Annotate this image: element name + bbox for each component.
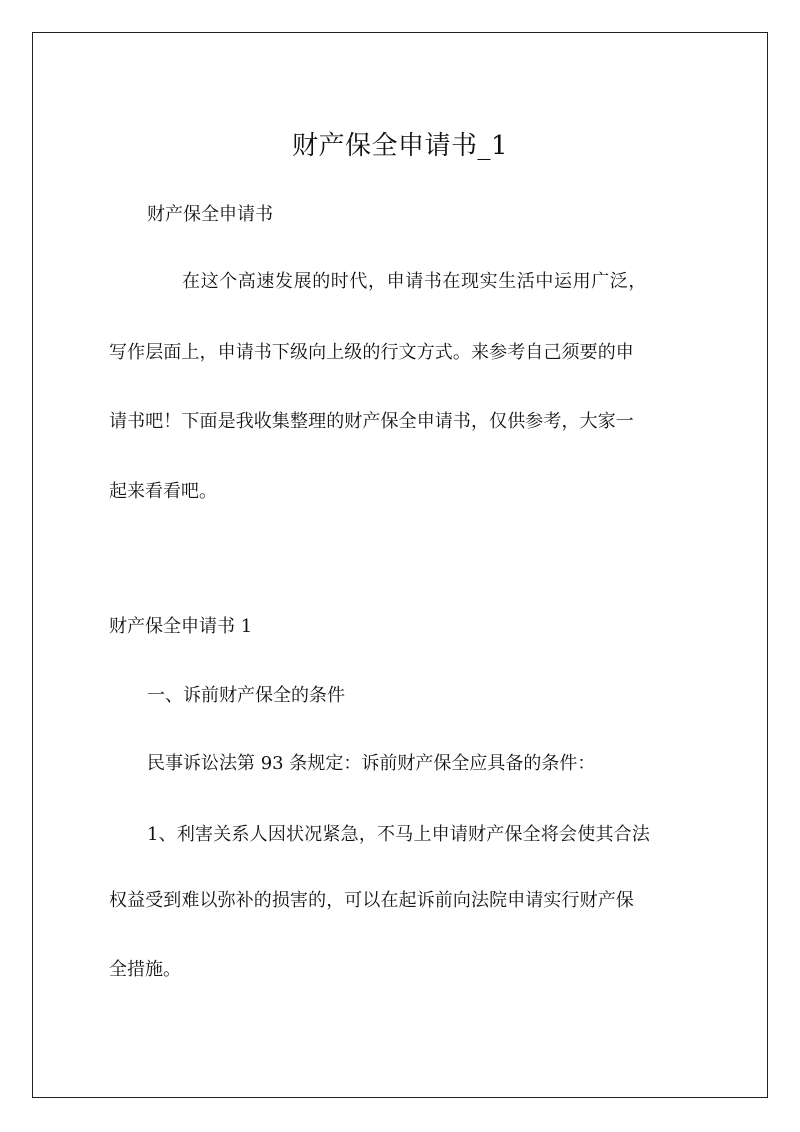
condition-line-3: 全措施。 (109, 959, 181, 980)
intro-line-3: 请书吧！下面是我收集整理的财产保全申请书，仅供参考，大家一 (109, 411, 634, 432)
condition-line-2: 权益受到难以弥补的损害的，可以在起诉前向法院申请实行财产保 (109, 890, 634, 911)
page-border (32, 32, 768, 1098)
section-heading: 财产保全申请书 1 (109, 616, 253, 637)
intro-line-4: 起来看看吧。 (109, 481, 217, 502)
document-title: 财产保全申请书_1 (291, 131, 509, 161)
document-subtitle: 财产保全申请书 (147, 204, 273, 225)
intro-line-1: 在这个高速发展的时代，申请书在现实生活中运用广泛， (182, 271, 647, 292)
intro-line-2: 写作层面上，申请书下级向上级的行文方式。来参考自己须要的申 (109, 342, 634, 363)
subsection-heading: 一、诉前财产保全的条件 (147, 685, 345, 706)
condition-line-1: 1、利害关系人因状况紧急，不马上申请财产保全将会使其合法 (147, 824, 651, 845)
law-reference: 民事诉讼法第 93 条规定：诉前财产保全应具备的条件： (147, 753, 596, 774)
